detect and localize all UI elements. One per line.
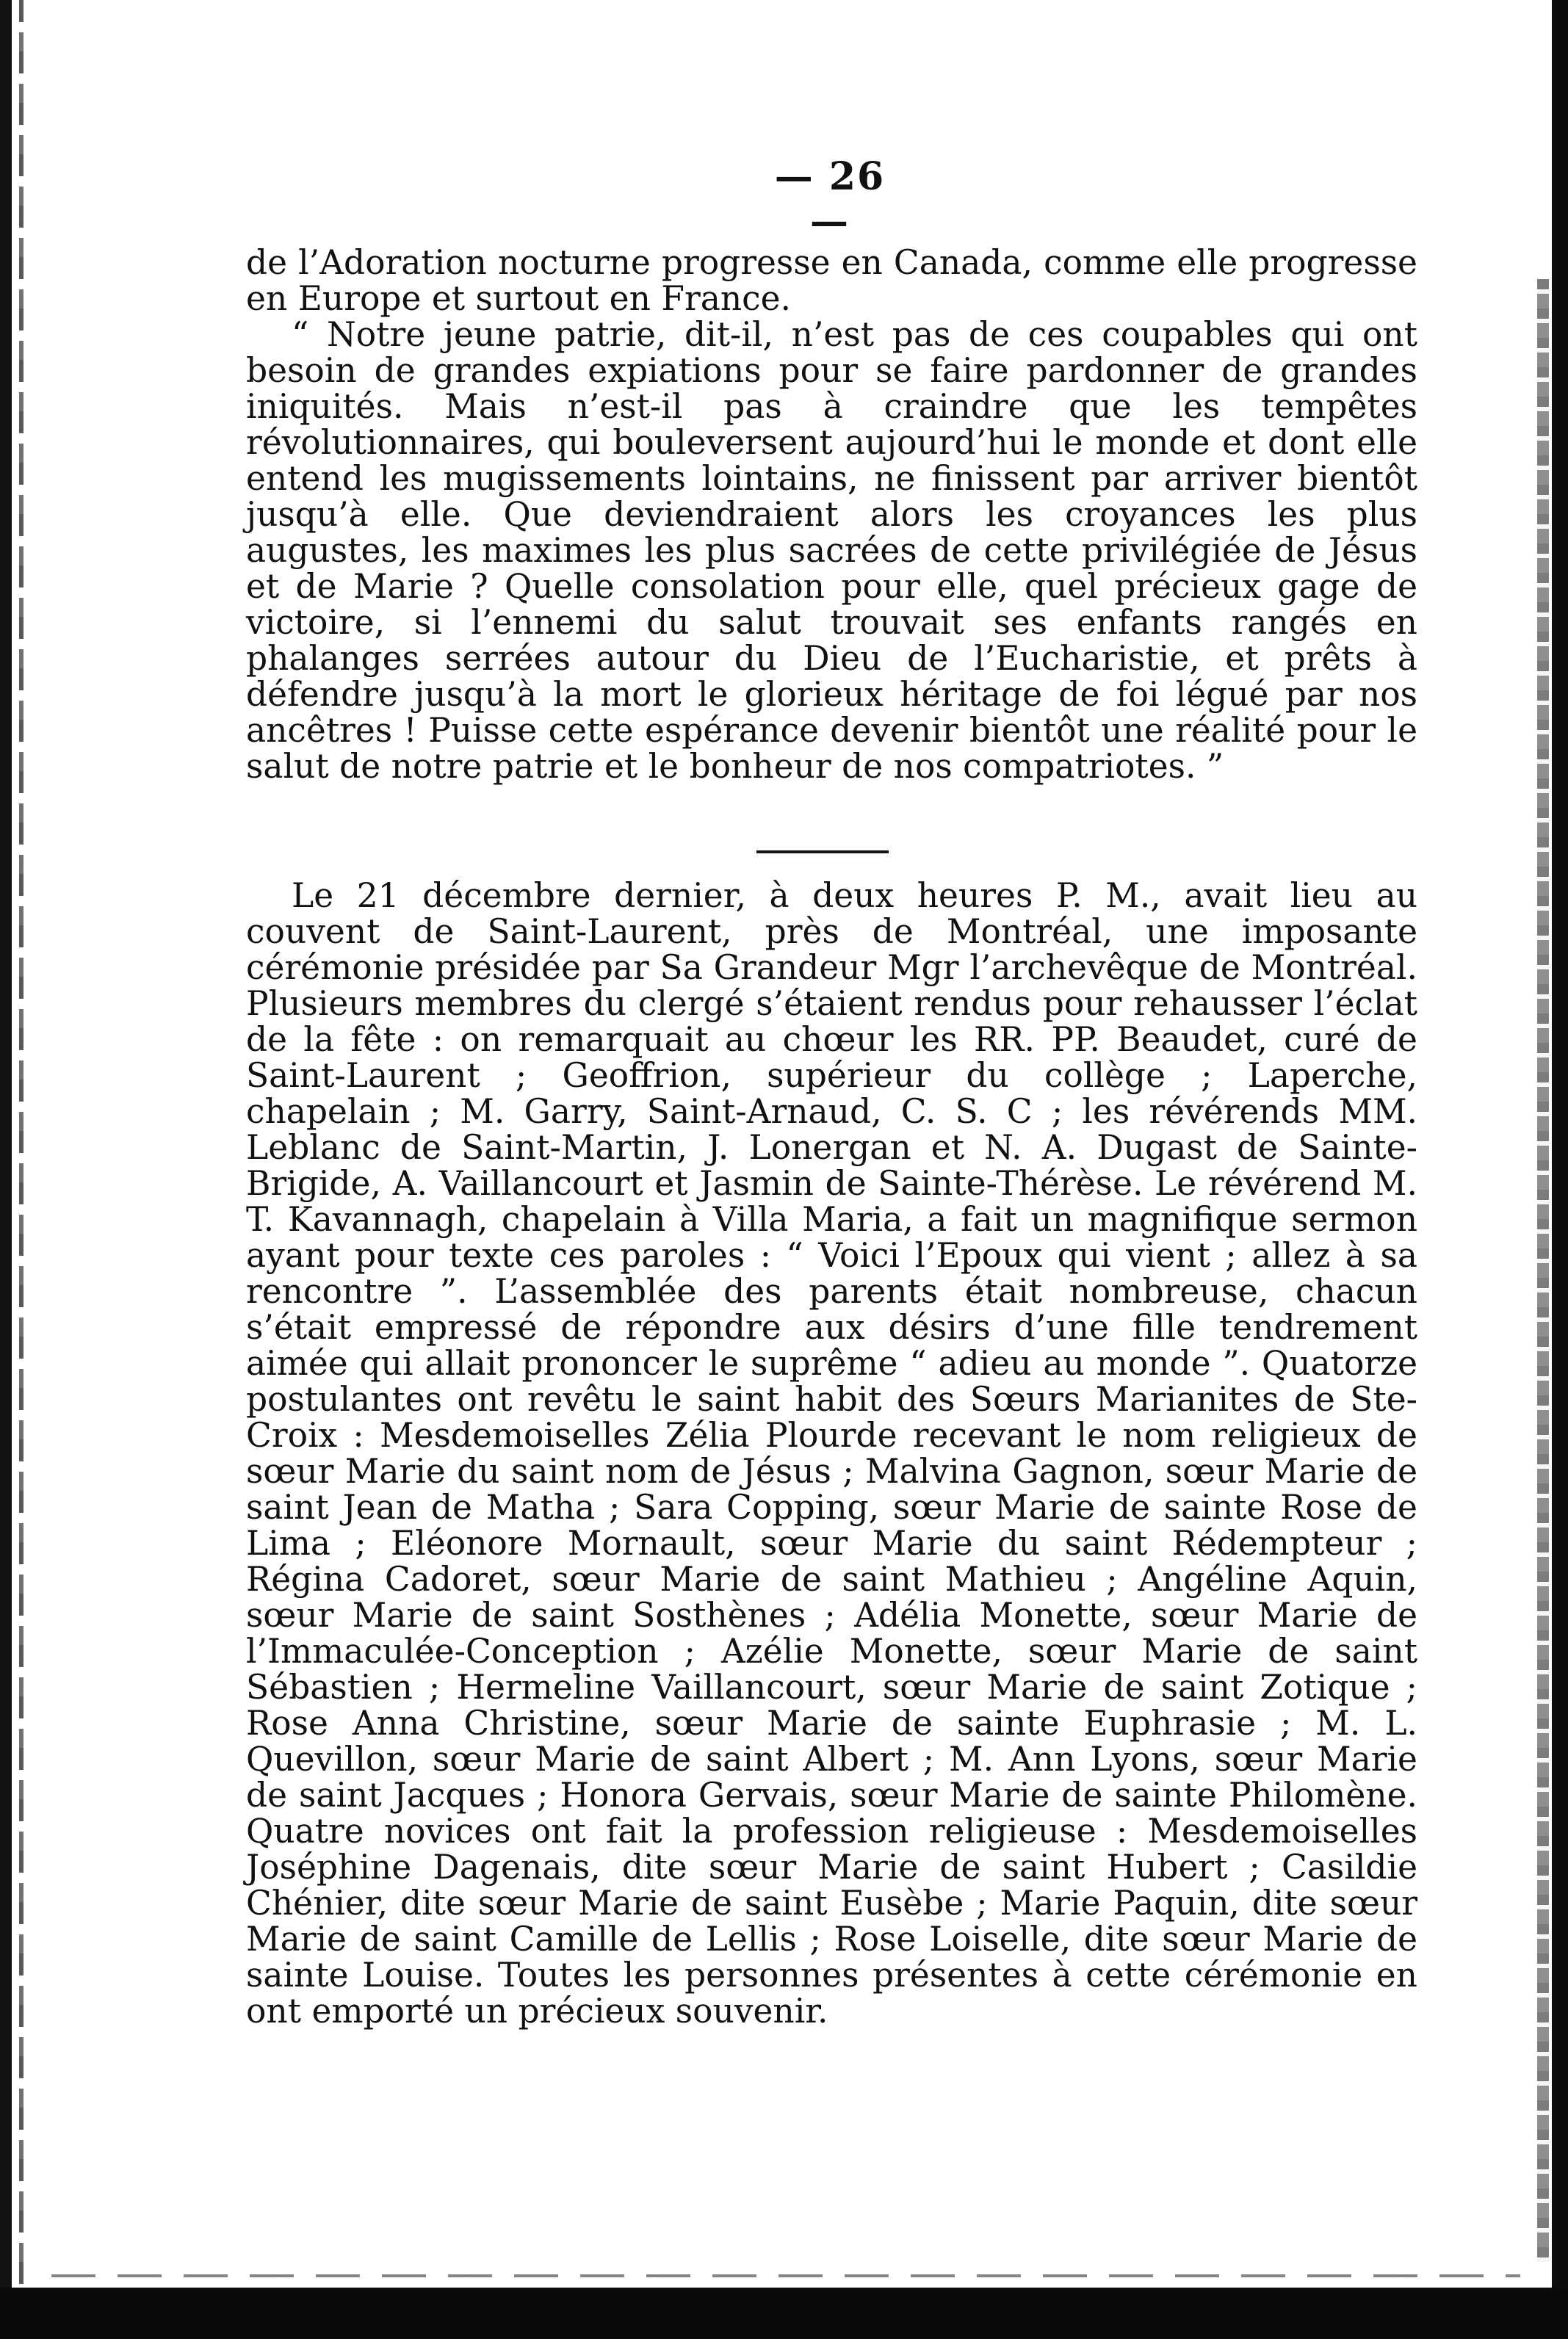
- article-top-section: [246, 245, 1417, 784]
- page-number: — 26 —: [774, 154, 886, 244]
- article-ceremony-section: [246, 878, 1417, 2029]
- scan-bottom-edge: [0, 2288, 1568, 2339]
- scan-right-edge: [1552, 0, 1568, 2339]
- scan-right-shadow: [1537, 279, 1549, 2262]
- scan-bottom-noise: [51, 2274, 1520, 2277]
- scan-binding-edge: [0, 0, 12, 2339]
- paragraph-continuation: de l’Adoration nocturne progresse en Canada, comme elle progresse en Europe et surtout en France.: [246, 243, 1417, 318]
- section-separator-rule: [756, 850, 889, 853]
- scan-binding-shadow: [19, 0, 24, 2339]
- paragraph-quote: “ Notre jeune patrie, dit-il, n’est pas de ces coupables qui ont besoin de grandes expiations pour se faire pardonner de grandes iniquités. Mais n’est-il pas à craindre que les tempêtes révolutionnaires, qui bouleversent aujourd’hui le monde et dont elle entend les mugissements lointains, ne finissent par arriver bientôt jusqu’à elle. Que deviendraient alors les croyances les plus augustes, les maximes les plus sacrées de cette privilégiée de Jésus et de Marie ? Quelle consolation pour elle, quel précieux gage de victoire, si l’ennemi du salut trouvait ses enfants rangés en phalanges serrées autour du Dieu de l’Eucharistie, et prêts à défendre jusqu’à la mort le glorieux héritage de foi légué par nos ancêtres ! Puisse cette espérance devenir bientôt une réalité pour le salut de notre patrie et le bonheur de nos compatriotes. ”: [246, 315, 1417, 786]
- paragraph-ceremony: Le 21 décembre dernier, à deux heures P. M., avait lieu au couvent de Saint-Laurent, près de Montréal, une imposante cérémonie présidée par Sa Grandeur Mgr l’archevêque de Montréal. Plusieurs membres du clergé s’étaient rendus pour rehausser l’éclat de la fête : on remarquait au chœur les RR. PP. Beaudet, curé de Saint-Laurent ; Geoffrion, supérieur du collège ; Laperche, chapelain ; M. Garry, Saint-Arnaud, C. S. C ; les révérends MM. Leblanc de Saint-Martin, J. Lonergan et N. A. Dugast de Sainte-Brigide, A. Vaillancourt et Jasmin de Sainte-Thérèse. Le révérend M. T. Kavannagh, chapelain à Villa Maria, a fait un magnifique sermon ayant pour texte ces paroles : “ Voici l’Epoux qui vient ; allez à sa rencontre ”. L’assemblée des parents était nombreuse, chacun s’était empressé de répondre aux désirs d’une fille tendrement aimée qui allait prononcer le suprême “ adieu au monde ”. Quatorze postulantes ont revêtu le saint habit des Sœurs Marianites de Ste-Croix : Mesdemoiselles Zélia Plourde recevant le nom religieux de sœur Marie du saint nom de Jésus ; Malvina Gagnon, sœur Marie de saint Jean de Matha ; Sara Copping, sœur Marie de sainte Rose de Lima ; Eléonore Mornault, sœur Marie du saint Rédempteur ; Régina Cadoret, sœur Marie de saint Mathieu ; Angéline Aquin, sœur Marie de saint Sosthènes ; Adélia Monette, sœur Marie de l’Immaculée-Conception ; Azélie Monette, sœur Marie de saint Sébastien ; Hermeline Vaillancourt, sœur Marie de saint Zotique ; Rose Anna Christine, sœur Marie de sainte Euphrasie ; M. L. Quevillon, sœur Marie de saint Albert ; M. Ann Lyons, sœur Marie de saint Jacques ; Honora Gervais, sœur Marie de sainte Philomène. Quatre novices ont fait la profession religieuse : Mesdemoiselles Joséphine Dagenais, dite sœur Marie de saint Hubert ; Casildie Chénier, dite sœur Marie de saint Eusèbe ; Marie Paquin, dite sœur Marie de saint Camille de Lellis ; Rose Loiselle, dite sœur Marie de sainte Louise. Toutes les personnes présentes à cette cérémonie en ont emporté un précieux souvenir.: [246, 876, 1417, 2031]
